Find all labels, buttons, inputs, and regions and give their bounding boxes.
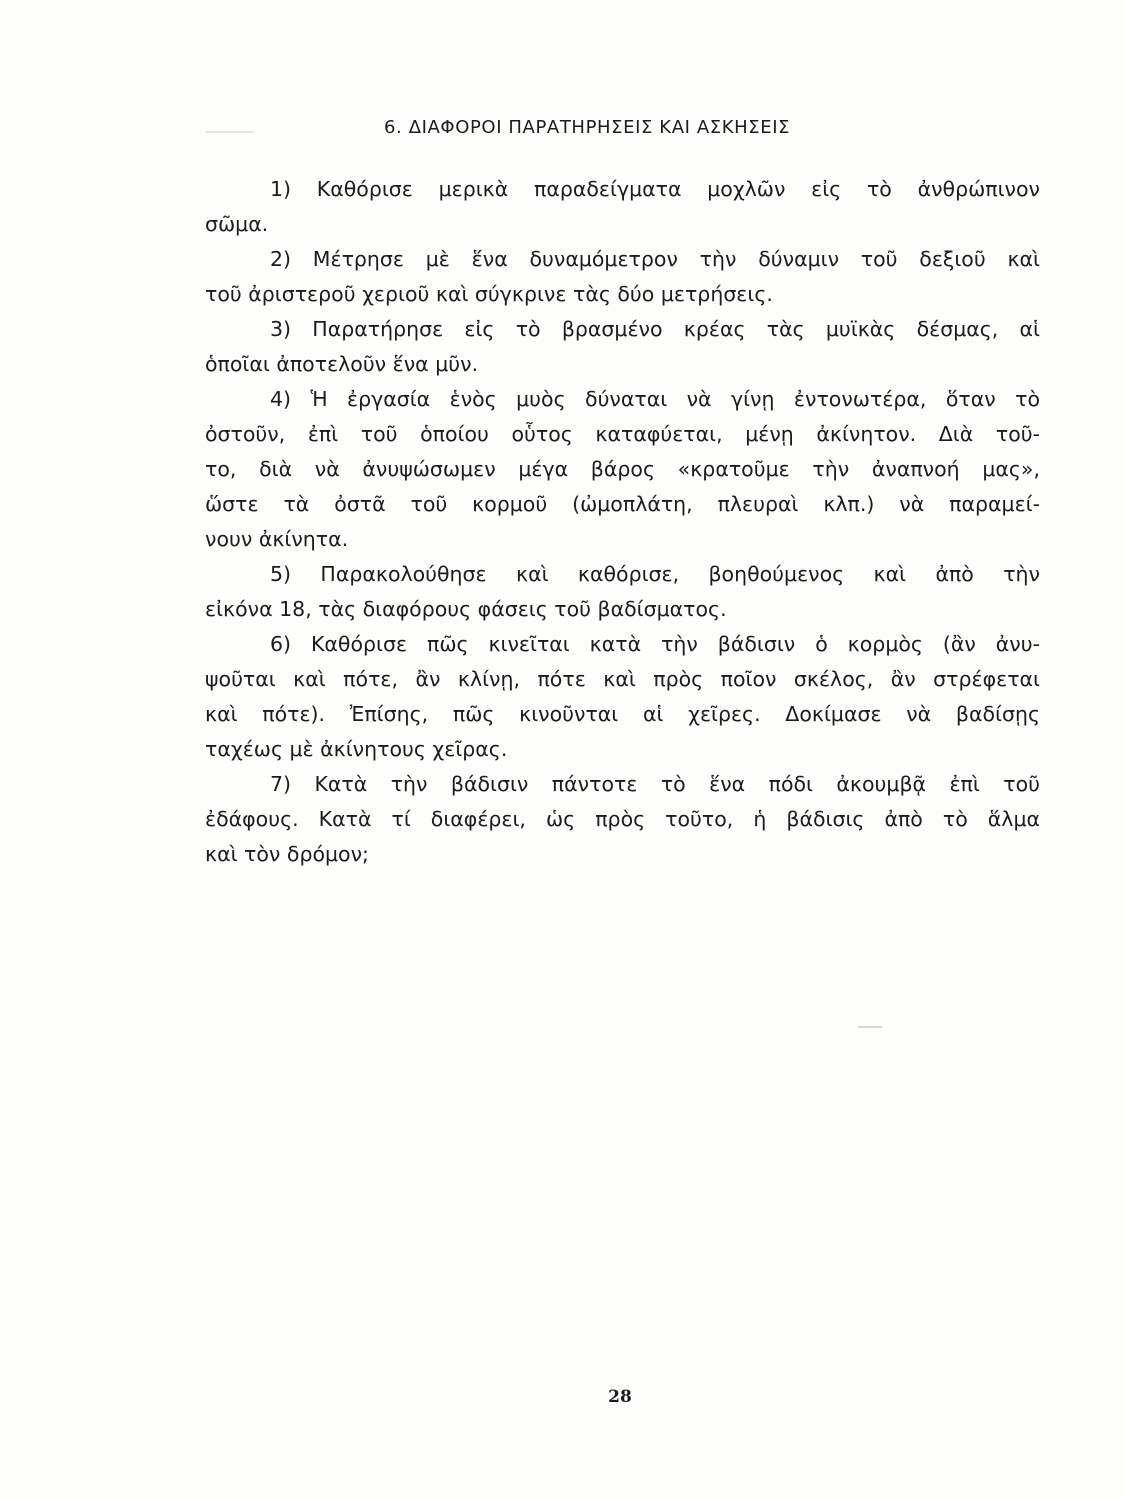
exercise-line: καὶ τὸν δρόμον; (205, 842, 369, 866)
exercise-line: ψοῦται καὶ πότε, ἂν κλίνῃ, πότε καὶ πρὸς ποῖον σκέλος, ἂν στρέφεται (205, 667, 1040, 691)
exercise-item-4 (205, 382, 1040, 557)
exercise-line: σῶμα. (205, 212, 269, 236)
exercise-line: ὁποῖαι ἀποτελοῦν ἕνα μῦν. (205, 352, 479, 376)
exercise-item-2 (205, 242, 1040, 312)
scan-artifact-mark (206, 131, 254, 133)
exercise-item-1 (205, 172, 1040, 242)
exercise-line: 3) Παρατήρησε εἰς τὸ βρασμένο κρέας τὰς μυϊκὰς δέσμας, αἱ (270, 317, 1040, 341)
exercise-line: 6) Καθόρισε πῶς κινεῖται κατὰ τὴν βάδισιν ὁ κορμὸς (ἂν ἀνυ- (270, 632, 1040, 656)
exercise-line: 7) Κατὰ τὴν βάδισιν πάντοτε τὸ ἕνα πόδι ἀκουμβᾷ ἐπὶ τοῦ (270, 772, 1040, 796)
section-heading: 6. ΔΙΑΦΟΡΟΙ ΠΑΡΑΤΗΡΗΣΕΙΣ ΚΑΙ ΑΣΚΗΣΕΙΣ (384, 117, 791, 138)
page-number: 28 (608, 1387, 632, 1407)
exercise-line: ὥστε τὰ ὀστᾶ τοῦ κορμοῦ (ὠμοπλάτη, πλευραὶ κλπ.) νὰ παραμεί- (205, 492, 1040, 516)
exercise-line: τοῦ ἀριστεροῦ χεριοῦ καὶ σύγκρινε τὰς δύο μετρήσεις. (205, 282, 773, 306)
exercise-item-3 (205, 312, 1040, 382)
exercise-line: εἰκόνα 18, τὰς διαφόρους φάσεις τοῦ βαδίσματος. (205, 597, 727, 621)
exercise-line: ὀστοῦν, ἐπὶ τοῦ ὁποίου οὗτος καταφύεται, μένῃ ἀκίνητον. Διὰ τοῦ- (205, 422, 1040, 446)
exercise-list (205, 172, 1040, 872)
exercise-line: 1) Καθόρισε μερικὰ παραδείγματα μοχλῶν εἰς τὸ ἀνθρώπινον (270, 177, 1040, 201)
exercise-line: 5) Παρακολούθησε καὶ καθόρισε, βοηθούμενος καὶ ἀπὸ τὴν (270, 562, 1040, 586)
exercise-line: 2) Μέτρησε μὲ ἕνα δυναμόμετρον τὴν δύναμιν τοῦ δεξιοῦ καὶ (270, 247, 1040, 271)
exercise-item-5 (205, 557, 1040, 627)
exercise-line: ταχέως μὲ ἀκίνητους χεῖρας. (205, 737, 508, 761)
scan-artifact-mark (858, 1026, 882, 1028)
exercise-item-7 (205, 767, 1040, 872)
exercise-line: νουν ἀκίνητα. (205, 527, 349, 551)
exercise-line: καὶ πότε). Ἐπίσης, πῶς κινοῦνται αἱ χεῖρες. Δοκίμασε νὰ βαδίσῃς (205, 702, 1040, 726)
exercise-line: 4) Ἡ ἐργασία ἑνὸς μυὸς δύναται νὰ γίνῃ ἐντονωτέρα, ὅταν τὸ (270, 387, 1040, 411)
exercise-item-6 (205, 627, 1040, 767)
exercise-line: το, διὰ νὰ ἀνυψώσωμεν μέγα βάρος «κρατοῦμε τὴν ἀναπνοή μας», (205, 457, 1040, 481)
exercise-line: ἐδάφους. Κατὰ τί διαφέρει, ὡς πρὸς τοῦτο, ἡ βάδισις ἀπὸ τὸ ἅλμα (205, 807, 1040, 831)
